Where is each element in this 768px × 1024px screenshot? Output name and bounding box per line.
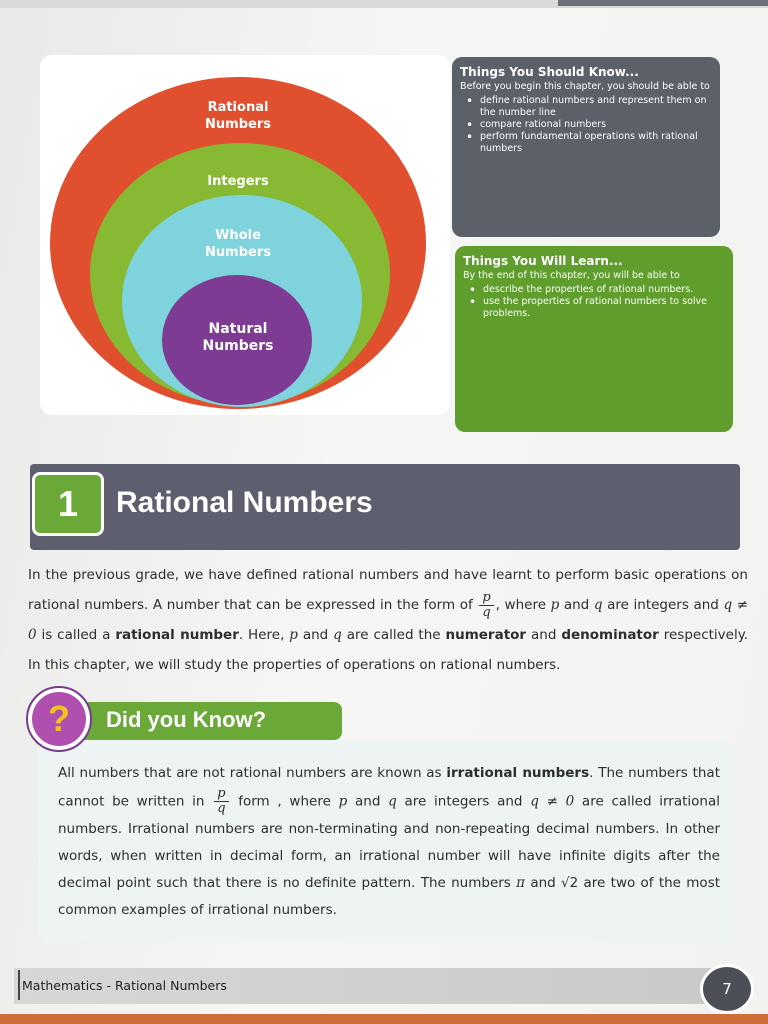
term-numerator: numerator bbox=[445, 627, 527, 643]
natural-label-line2: Numbers bbox=[202, 338, 274, 354]
dyk-text-run: and bbox=[354, 793, 381, 810]
intro-text: are called the bbox=[346, 627, 441, 643]
intro-text: In the previous grade, we have defined rational numbers and have learnt to perform basic operations on rational numbers. A number that can be expressed in the form of bbox=[28, 567, 748, 613]
variable-p: p bbox=[338, 793, 348, 810]
variable-p: p bbox=[289, 627, 298, 643]
intro-text: are integers and bbox=[607, 597, 719, 613]
dyk-text-run: . The numbers that cannot be written in bbox=[58, 765, 720, 810]
fraction-numerator: p bbox=[214, 787, 228, 802]
term-rational-number: rational number bbox=[115, 627, 239, 643]
whole-label-line2: Numbers bbox=[205, 245, 271, 260]
did-you-know-title: Did you Know? bbox=[106, 707, 267, 732]
list-item: • perform fundamental operations with rational numbers bbox=[460, 131, 710, 155]
footer-book-title: Mathematics - Rational Numbers bbox=[22, 978, 227, 993]
intro-text: respectively. In this chapter, we will study the properties of operations on rational numbers. bbox=[28, 627, 749, 673]
dyk-text-run: and bbox=[530, 875, 556, 891]
bottom-strip bbox=[0, 1014, 768, 1024]
dyk-text-run: are called irrational numbers. Irrational numbers are non-terminating and non-repeating decimal numbers. In other words, when written in decimal form, an irrational number will have infinite digits after the decimal point such that there is no definite pattern. The numbers bbox=[58, 793, 721, 891]
question-mark-icon bbox=[26, 686, 92, 752]
footer-divider bbox=[18, 970, 20, 1000]
natural-label-line1: Natural bbox=[208, 321, 268, 337]
p-over-q-fraction bbox=[479, 591, 493, 620]
list-item: • use the properties of rational numbers to solve problems. bbox=[463, 296, 723, 320]
should-know-list bbox=[460, 95, 710, 155]
q-not-zero: q ≠ 0 bbox=[28, 597, 749, 643]
variable-q: q bbox=[593, 597, 603, 613]
did-you-know-text bbox=[58, 760, 720, 924]
dyk-text-run: are two of the most common examples of irrational numbers. bbox=[58, 875, 721, 918]
list-item: • define rational numbers and represent them on the number line bbox=[460, 95, 710, 119]
will-learn-box bbox=[455, 246, 733, 432]
intro-text: and bbox=[563, 597, 590, 613]
will-learn-title: Things You Will Learn... bbox=[463, 254, 623, 268]
will-learn-intro: By the end of this chapter, you will be able to bbox=[463, 270, 680, 281]
pi-symbol: π bbox=[516, 875, 526, 891]
variable-p: p bbox=[550, 597, 560, 613]
intro-text: is called a bbox=[41, 627, 111, 643]
variable-q: q bbox=[333, 627, 342, 643]
will-learn-list bbox=[463, 284, 723, 320]
intro-text: , where bbox=[495, 597, 546, 613]
rational-label-line2: Numbers bbox=[205, 117, 271, 132]
q-not-zero: q ≠ 0 bbox=[530, 793, 575, 810]
fraction-denominator: q bbox=[217, 801, 226, 816]
rational-numbers-label bbox=[188, 99, 288, 133]
fraction-denominator: q bbox=[482, 604, 491, 620]
p-over-q-fraction bbox=[214, 787, 228, 816]
fraction-numerator: p bbox=[479, 591, 493, 606]
should-know-title: Things You Should Know... bbox=[460, 65, 639, 79]
integers-label: Integers bbox=[207, 174, 269, 189]
rational-label-line1: Rational bbox=[207, 100, 269, 115]
number-sets-diagram bbox=[40, 55, 450, 415]
dyk-text-run: All numbers that are not rational numbers are known as bbox=[58, 765, 442, 781]
top-band bbox=[0, 0, 768, 8]
dyk-text-run: form , where bbox=[238, 793, 331, 810]
should-know-intro: Before you begin this chapter, you should be able to bbox=[460, 81, 710, 92]
chapter-number: 1 bbox=[32, 472, 104, 536]
sqrt-two: √2 bbox=[561, 875, 579, 891]
term-irrational-numbers: irrational numbers bbox=[446, 765, 590, 781]
intro-text: and bbox=[302, 627, 329, 643]
intro-paragraph bbox=[28, 560, 748, 680]
top-band-accent bbox=[558, 0, 768, 6]
list-item: • compare rational numbers bbox=[460, 119, 710, 131]
intro-text: . Here, bbox=[238, 627, 285, 643]
dyk-text-run: are integers and bbox=[404, 793, 523, 810]
whole-numbers-label bbox=[188, 227, 288, 261]
chapter-title: Rational Numbers bbox=[116, 486, 373, 519]
page-number: 7 bbox=[700, 964, 754, 1014]
question-mark-glyph: ? bbox=[32, 692, 86, 746]
natural-numbers-label bbox=[188, 321, 288, 355]
list-item: • describe the properties of rational numbers. bbox=[463, 284, 723, 296]
should-know-box bbox=[452, 57, 720, 237]
variable-q: q bbox=[388, 793, 397, 810]
intro-text: and bbox=[531, 627, 557, 643]
whole-label-line1: Whole bbox=[215, 228, 261, 243]
term-denominator: denominator bbox=[561, 627, 659, 643]
